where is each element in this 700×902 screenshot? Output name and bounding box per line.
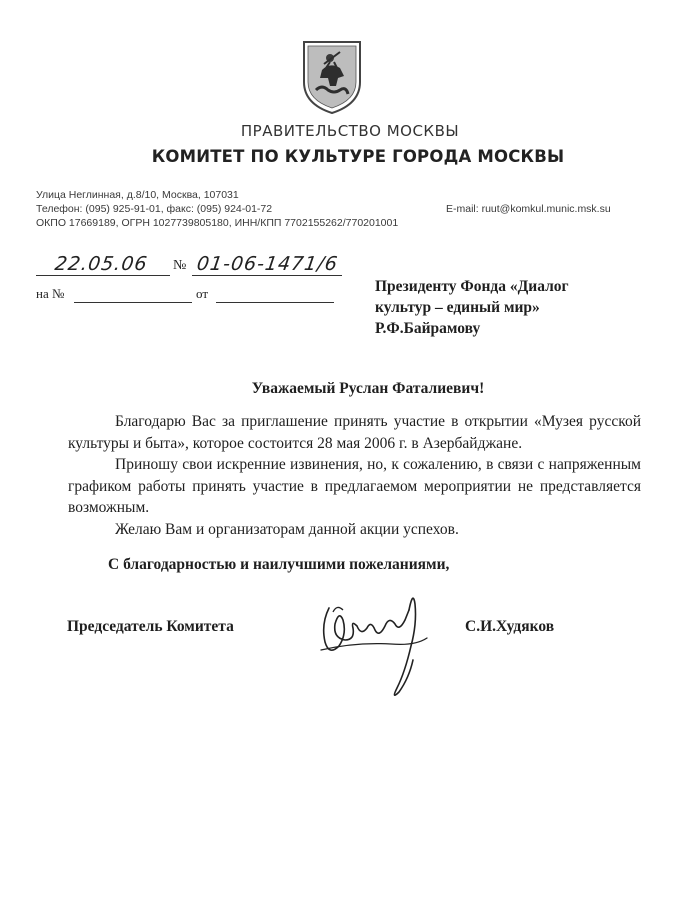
paragraph: Приношу свои искренние извинения, но, к сожалению, в связи с напряженным графиком работы принять участие в предлагаемом мероприятии не представляется возможным. xyxy=(68,456,641,516)
closing-phrase: С благодарностью и наилучшими пожеланиями, xyxy=(108,556,450,573)
registration-number: 01-06-1471/6 xyxy=(195,253,340,275)
recipient-line: Президенту Фонда «Диалог xyxy=(375,278,569,295)
signer-position: Председатель Комитета xyxy=(67,618,234,635)
phone-line: Телефон: (095) 925-91-01, факс: (095) 924-01-72 xyxy=(36,203,273,215)
reference-date-line xyxy=(216,302,334,303)
recipient-line: культур – единый мир» xyxy=(375,299,540,316)
government-name: ПРАВИТЕЛЬСТВО МОСКВЫ xyxy=(240,122,460,140)
recipient-block xyxy=(375,276,569,339)
paragraph: Желаю Вам и организаторам данной акции успехов. xyxy=(115,520,459,538)
signer-name: С.И.Худяков xyxy=(465,618,555,635)
moscow-coat-of-arms-icon xyxy=(300,38,364,116)
committee-name: КОМИТЕТ ПО КУЛЬТУРЕ ГОРОДА МОСКВЫ xyxy=(151,147,565,166)
number-sign: № xyxy=(173,258,187,273)
address-line: Улица Неглинная, д.8/10, Москва, 107031 xyxy=(36,189,239,201)
reference-number-label: на № xyxy=(36,286,65,301)
reference-date-label: от xyxy=(196,286,209,301)
registration-date: 22.05.06 xyxy=(53,253,150,275)
date-underline xyxy=(36,275,170,276)
reference-number-line xyxy=(74,302,192,303)
codes-line: ОКПО 17669189, ОГРН 1027739805180, ИНН/КПП 7702155262/770201001 xyxy=(36,217,399,229)
number-underline xyxy=(192,275,342,276)
handwritten-signature xyxy=(295,580,445,710)
letter-body xyxy=(68,411,641,540)
recipient-name: Р.Ф.Байрамову xyxy=(375,320,481,337)
salutation: Уважаемый Руслан Фаталиевич! xyxy=(251,380,485,397)
email-line: E-mail: ruut@komkul.munic.msk.su xyxy=(446,203,611,215)
paragraph: Благодарю Вас за приглашение принять участие в открытии «Музея русской культуры и быта», которое состоится 28 мая 2006 г. в Азербайджане. xyxy=(68,413,641,452)
